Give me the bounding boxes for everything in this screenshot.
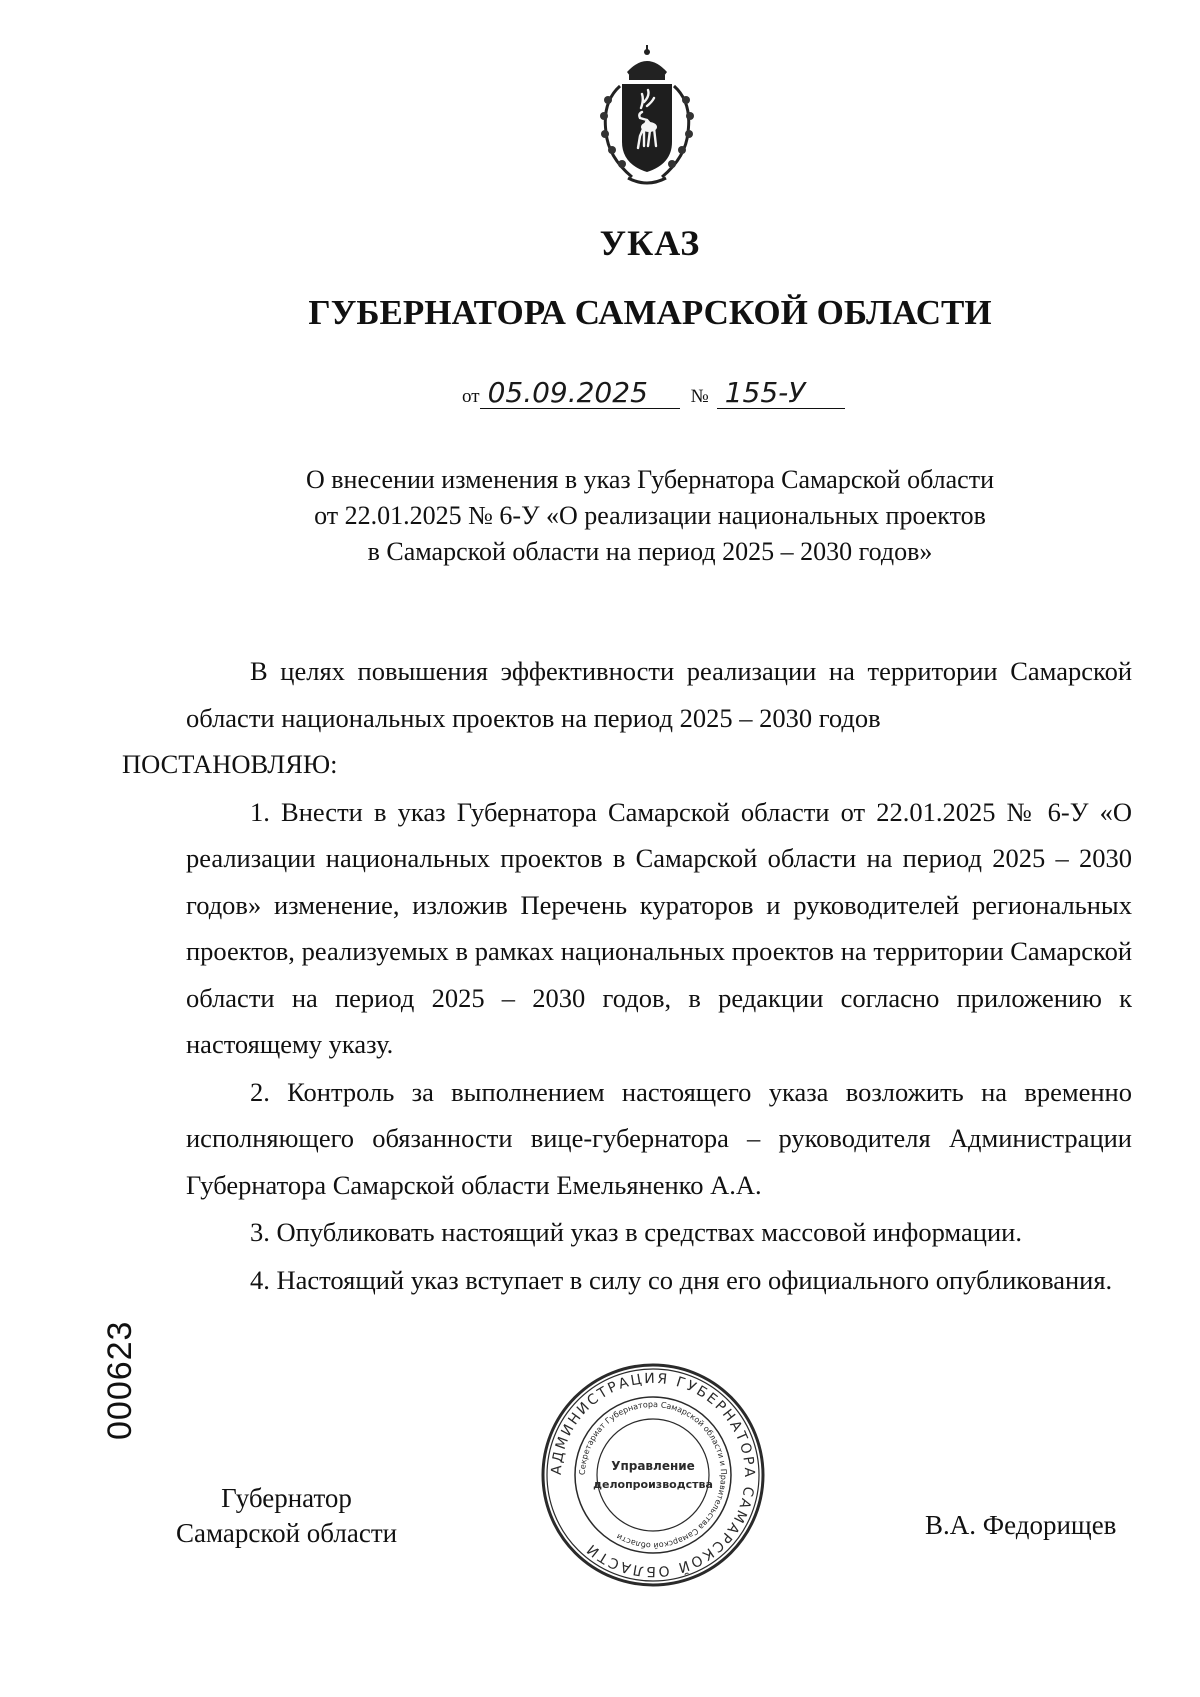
decree-date: 05.09.2025 xyxy=(480,378,680,409)
subject-line: от 22.01.2025 № 6-У «О реализации национальных проектов xyxy=(314,501,986,530)
issuing-authority: ГУБЕРНАТОРА САМАРСКОЙ ОБЛАСТИ xyxy=(308,293,992,332)
clause-4: 4. Настоящий указ вступает в силу со дня его официального опубликования. xyxy=(250,1264,1113,1295)
registration-number: 000623 xyxy=(101,1320,139,1440)
preamble xyxy=(122,648,1132,788)
decree-body xyxy=(122,648,1132,1303)
number-sign: № xyxy=(690,386,709,407)
date-prefix: от xyxy=(462,386,480,407)
date-number-line xyxy=(462,378,845,418)
stamp-inner-text: Секретариат Губернатора Самарской области и Правительства Самарской области xyxy=(577,1399,729,1551)
preamble-text: В целях повышения эффективности реализации на территории Самарской области национальных проектов на период 2025 – 2030 годов xyxy=(186,656,1132,733)
subject-line: О внесении изменения в указ Губернатора Самарской области xyxy=(305,465,994,494)
clause-1: 1. Внести в указ Губернатора Самарской области от 22.01.2025 № 6-У «О реализации национальных проектов в Самарской области на период 2025 – 2030 годов» изменение, изложив Перечень кураторов и руководителей региональных проектов, реализуемых в рамках национальных проектов на территории Самарской области на период 2025 – 2030 годов, в редакции согласно приложению к настоящему указу. xyxy=(186,796,1132,1059)
stamp-center-line: Управление xyxy=(611,1459,695,1473)
official-stamp xyxy=(538,1360,768,1590)
svg-text:Секретариат Губернатора Самарс xyxy=(578,1400,728,1550)
clause-3: 3. Опубликовать настоящий указ в средствах массовой информации. xyxy=(250,1217,1022,1247)
signatory-name: В.А. Федорищев xyxy=(925,1510,1117,1540)
signatory-title xyxy=(176,1481,397,1551)
stamp-outer-text: АДМИНИСТРАЦИЯ ГУБЕРНАТОРА САМАРСКОЙ ОБЛАСТИ xyxy=(548,1370,758,1580)
samara-coat-of-arms-icon xyxy=(592,42,702,192)
signatory-title-line: Губернатор xyxy=(221,1483,352,1513)
clause-2: 2. Контроль за выполнением настоящего указа возложить на временно исполняющего обязанности вице-губернатора – руководителя Администрации Губернатора Самарской области Емельяненко А.А. xyxy=(186,1076,1132,1200)
decree-word: ПОСТАНОВЛЯЮ: xyxy=(122,749,338,779)
decree-subject xyxy=(250,462,1050,570)
signatory-title-line: Самарской области xyxy=(176,1518,398,1548)
decree-number: 155-У xyxy=(717,378,845,409)
subject-line: в Самарской области на период 2025 – 2030 годов» xyxy=(367,537,933,566)
document-type: УКАЗ xyxy=(599,223,701,263)
stamp-center-line: делопроизводства xyxy=(593,1478,713,1491)
